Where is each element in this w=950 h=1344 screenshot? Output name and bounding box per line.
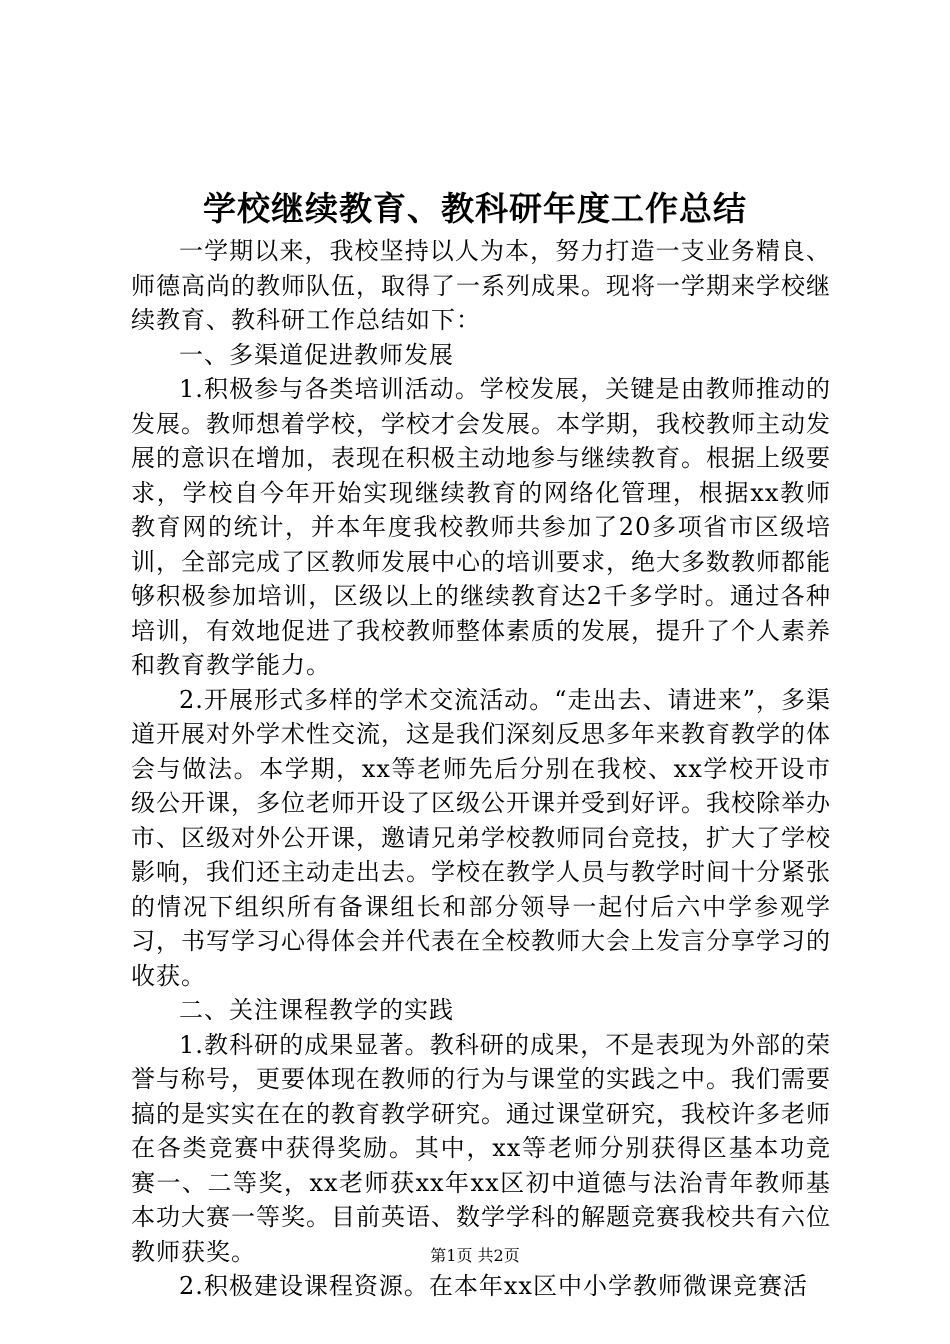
document-title: 学校继续教育、教科研年度工作总结 <box>203 189 747 228</box>
paragraph-1-1: 1.积极参与各类培训活动。学校发展，关键是由教师推动的发展。教师想着学校，学校才会发展。本学期，我校教师主动发展的意识在增加，表现在积极主动地参与继续教育。根据上级要求，学校自今年开始实现继续教育的网络化管理，根据xx教师教育网的统计，并本年度我校教师共参加了20多项省市区级培训，全部完成了区教师发展中心的培训要求，绝大多数教师都能够积极参加培训，区级以上的继续教育达2千多学时。通过各种培训，有效地促进了我校教师整体素质的发展，提升了个人素养和教育教学能力。 <box>131 375 831 679</box>
section-heading-1: 一、多渠道促进教师发展 <box>179 340 454 369</box>
paragraph-2-1: 1.教科研的成果显著。教科研的成果，不是表现为外部的荣誉与称号，更要体现在教师的行为与课堂的实践之中。我们需要搞的是实实在在的教育教学研究。通过课堂研究，我校许多老师在各类竞赛中获得奖励。其中，xx等老师分别获得区基本功竞赛一、二等奖，xx老师获xx年xx区初中道德与法治青年教师基本功大赛一等奖。目前英语、数学学科的解题竞赛我校共有六位教师获奖。 <box>131 1030 831 1266</box>
paragraph-1-2: 2.开展形式多样的学术交流活动。“走出去、请进来”，多渠道开展对外学术性交流，这是我们深刻反思多年来教育教学的体会与做法。本学期，xx等老师先后分别在我校、xx学校开设市级公开课，多位老师开设了区级公开课并受到好评。我校除举办市、区级对外公开课，邀请兄弟学校教师同台竞技，扩大了学校影响，我们还主动走出去。学校在教学人员与教学时间十分紧张的情况下组织所有备课组长和部分领导一起付后六中学参观学习，书写学习心得体会并代表在全校教师大会上发言分享学习的收获。 <box>131 685 831 990</box>
section-heading-2: 二、关注课程教学的实践 <box>179 996 454 1024</box>
page-footer: 第1页 共2页 <box>430 1246 520 1265</box>
paragraph-2-2: 2.积极建设课程资源。在本年xx区中小学教师微课竞赛活 <box>179 1272 808 1300</box>
paragraph-intro: 一学期以来，我校坚持以人为本，努力打造一支业务精良、师德高尚的教师队伍，取得了一系列成果。现将一学期来学校继续教育、教科研工作总结如下： <box>131 237 831 334</box>
document-body <box>131 234 831 1304</box>
